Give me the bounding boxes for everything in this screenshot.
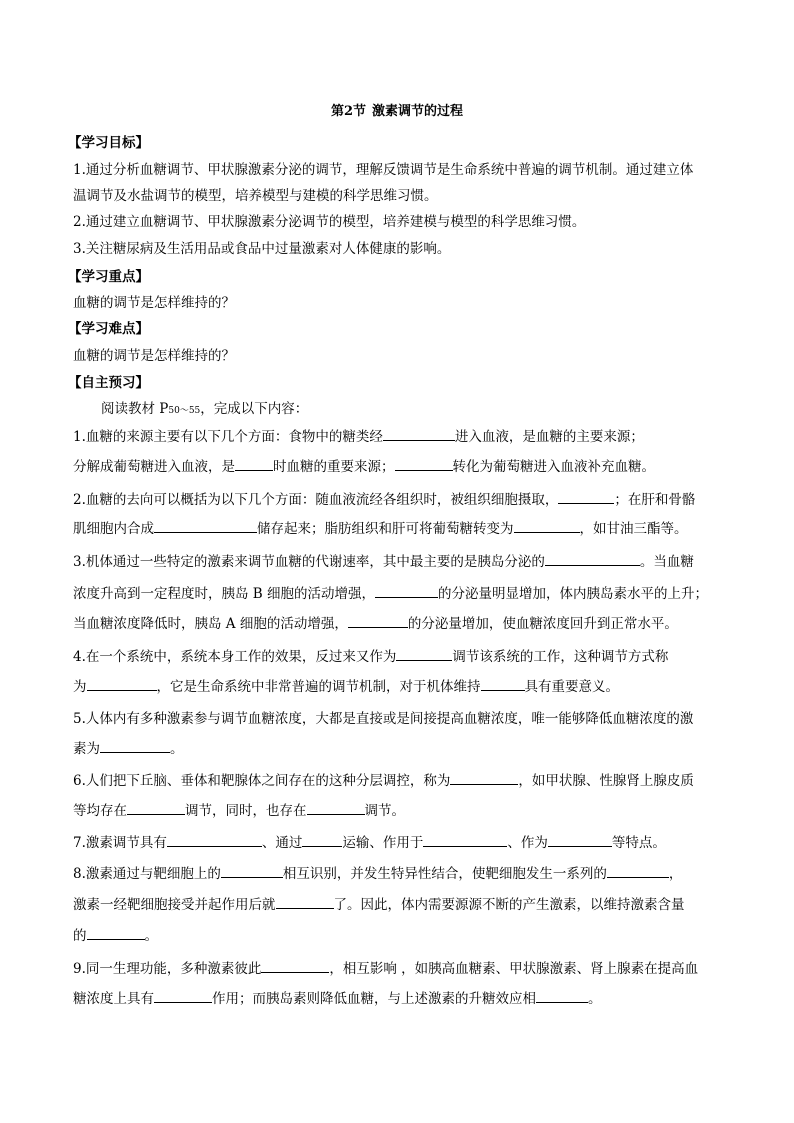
question-text: 运输、作用于 [342,835,424,851]
heading-key-points: 【学习重点】 [68,269,149,285]
fill-blank[interactable] [395,458,453,471]
question-text: 为 [73,679,87,695]
question-text: 4.在一个系统中，系统本身工作的效果，反过来又作为 [73,649,397,665]
section-name: 激素调节的过程 [372,104,464,119]
fill-blank[interactable] [450,772,518,785]
goal-line: 3.关注糖尿病及生活用品或食品中过量激素对人体健康的影响。 [73,241,451,257]
question-text: 阅读教材 P [101,401,169,417]
question-text: 具有重要意义。 [524,679,619,695]
question-text: 的分泌量明显增加，体内胰岛素水平的上升； [438,586,709,602]
fill-blank[interactable] [261,960,329,973]
question-3-line-3 [73,615,678,633]
question-text: ，它是生命系统中非常普遍的调节机制，对于机体维持 [156,679,481,695]
question-text: 的 [73,928,87,944]
fill-blank[interactable] [548,834,612,847]
question-text: 时血糖的重要来源； [273,459,395,475]
question-text: 。 [144,928,158,944]
question-text: 等特点。 [611,835,666,851]
question-3-line-1 [73,553,694,571]
fill-blank[interactable] [100,740,170,753]
question-7-line-1 [73,834,666,852]
fill-blank[interactable] [396,648,452,661]
question-text: 转化为葡萄糖进入血液补充血糖。 [452,459,655,475]
fill-blank[interactable] [375,585,438,598]
question-text: 储存起来；脂肪组织和肝可将葡萄糖转变为 [257,521,514,537]
question-6-line-1 [73,772,694,790]
question-text: 肌细胞内合成 [73,521,154,537]
fill-blank[interactable] [383,428,455,441]
fill-blank[interactable] [221,865,283,878]
fill-blank[interactable] [276,896,334,909]
question-1-line-1 [73,428,644,446]
question-9-line-1 [73,960,698,978]
question-text: 1.血糖的来源主要有以下几个方面：食物中的糖类经 [73,429,383,445]
question-8-line-2 [73,896,685,914]
question-4-line-1 [73,648,668,666]
question-text: 6.人们把下丘脑、垂体和靶腺体之间存在的这种分层调控，称为 [73,773,451,789]
question-3-line-2 [73,585,708,603]
fill-blank[interactable] [514,520,580,533]
question-text: 3.机体通过一些特定的激素来调节血糖的代谢速率，其中最主要的是胰岛分泌的 [73,554,545,570]
question-text: 作用；而胰岛素则降低血糖，与上述激素的升糖效应相 [212,991,536,1007]
question-text: ；在肝和骨骼 [614,492,696,508]
heading-preview: 【自主预习】 [68,375,149,391]
fill-blank[interactable] [154,520,257,533]
question-text: 调节。 [364,803,405,819]
fill-blank[interactable] [558,491,614,504]
question-text: 的分泌量增加，使血糖浓度回升到正常水平。 [407,616,678,632]
question-text: 浓度升高到一定程度时，胰岛 B 细胞的活动增强， [73,586,376,602]
fill-blank[interactable] [154,990,212,1003]
question-text: 7.激素调节具有 [73,835,167,851]
question-6-line-2 [73,802,405,820]
fill-blank[interactable] [536,990,588,1003]
question-text: 。 [170,741,184,757]
question-text: 调节，同时，也存在 [185,803,307,819]
question-1-line-2 [73,458,655,476]
fill-blank[interactable] [481,678,525,691]
fill-blank[interactable] [87,927,145,940]
question-text: 了。因此，体内需要源源不断的产生激素，以维持激素含量 [333,897,685,913]
fill-blank[interactable] [302,834,342,847]
question-text: 糖浓度上具有 [73,991,154,1007]
fill-blank[interactable] [167,834,262,847]
question-text: 8.激素通过与靶细胞上的 [73,866,221,882]
question-text: 2.血糖的去向可以概括为以下几个方面：随血液流经各组织时，被组织细胞摄取， [73,492,559,508]
question-text: 9.同一生理功能，多种激素彼此 [73,961,262,977]
question-8-line-3 [73,927,158,945]
fill-blank[interactable] [87,678,157,691]
heading-goals: 【学习目标】 [68,135,149,151]
question-text: 素为 [73,741,100,757]
question-text: 调节该系统的工作，这种调节方式称 [452,649,669,665]
fill-blank[interactable] [127,802,185,815]
question-5-line-1 [73,710,693,728]
question-8-line-1 [73,865,682,883]
question-text: 、通过 [261,835,303,851]
question-text: ，如甘油三酯等。 [579,521,688,537]
page-title [0,103,794,121]
question-2-line-1 [73,491,695,509]
fill-blank[interactable] [545,553,640,566]
question-text: ，相互影响 ，如胰高血糖素、甲状腺激素、肾上腺素在提高血 [329,961,699,977]
question-text: ， [668,866,683,882]
question-text: 激素一经靶细胞接受并起作用后就 [73,897,276,913]
goal-line: 温调节及水盐调节的模型，培养模型与建模的科学思维习惯。 [73,188,438,204]
question-text: 分解成葡萄糖进入血液，是 [73,459,235,475]
key-point-text: 血糖的调节是怎样维持的？ [73,295,235,311]
question-2-line-2 [73,520,688,538]
page-range: 50～55 [168,406,201,416]
goal-line: 1.通过分析血糖调节、甲状腺激素分泌的调节，理解反馈调节是生命系统中普遍的调节机制。通过建立体 [73,162,694,178]
question-9-line-2 [73,990,602,1008]
preview-intro [101,400,308,420]
fill-blank[interactable] [307,802,365,815]
section-number: 第2节 [330,104,367,119]
question-text: 5.人体内有多种激素参与调节血糖浓度，大都是直接或是间接提高血糖浓度，唯一能够降低血糖浓度的激 [73,711,694,727]
question-text: 。 [588,991,602,1007]
question-text: ，如甲状腺、性腺肾上腺皮质 [518,773,694,789]
question-text: 等均存在 [73,803,127,819]
question-text: 进入血液，是血糖的主要来源； [454,429,644,445]
heading-difficulties: 【学习难点】 [68,321,149,337]
difficulty-text: 血糖的调节是怎样维持的？ [73,348,235,364]
question-5-line-2 [73,740,184,758]
question-text: 。当血糖 [639,554,694,570]
question-text: 当血糖浓度降低时，胰岛 A 细胞的活动增强， [73,616,348,632]
question-text: 相互识别，并发生特异性结合，使靶细胞发生一系列的 [282,866,607,882]
fill-blank[interactable] [607,865,669,878]
fill-blank[interactable] [348,615,408,628]
fill-blank[interactable] [423,834,507,847]
fill-blank[interactable] [235,458,273,471]
question-text: ，完成以下内容： [200,401,309,417]
question-4-line-2 [73,678,619,696]
goal-line: 2.通过建立血糖调节、甲状腺激素分泌调节的模型，培养建模与模型的科学思维习惯。 [73,214,586,230]
question-text: 、作为 [507,835,548,851]
